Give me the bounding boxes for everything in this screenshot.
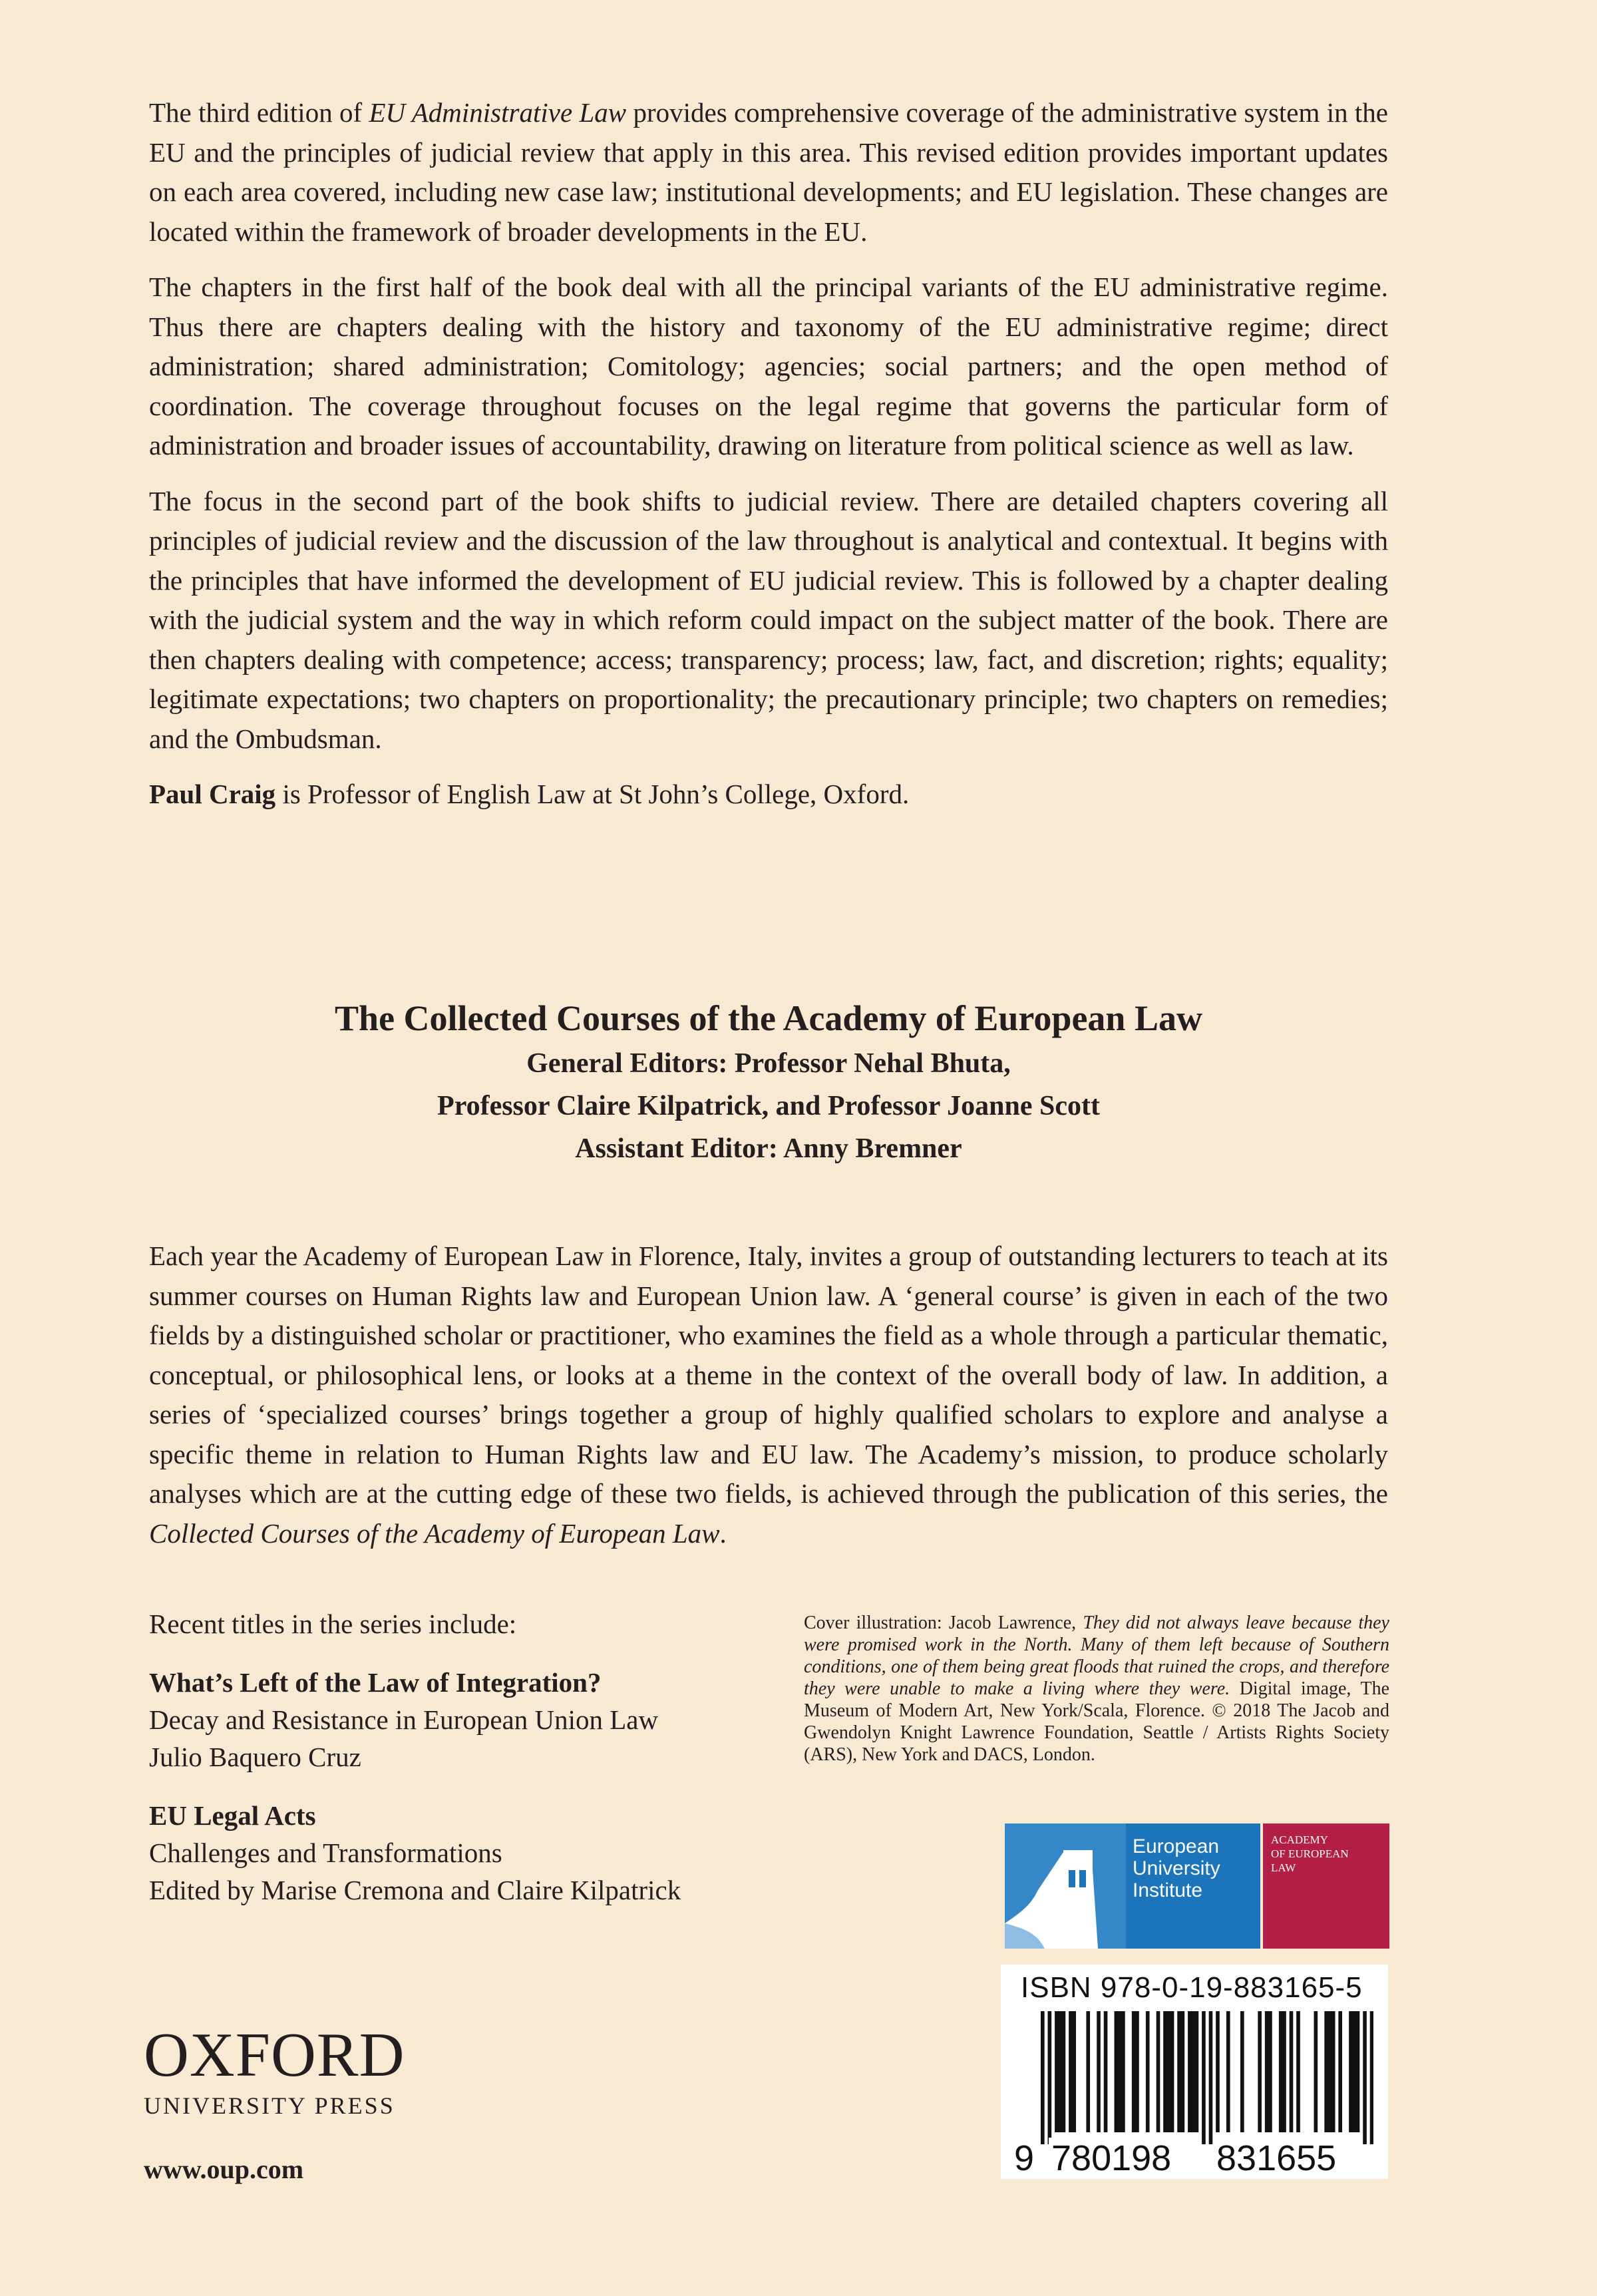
barcode-bar [1195, 2011, 1199, 2132]
barcode-bar [1265, 2011, 1269, 2132]
barcode-bar [1115, 2011, 1119, 2132]
barcode-bar [1258, 2011, 1262, 2132]
assistant-editor: Assistant Editor: Anny Bremner [575, 1133, 962, 1164]
barcode-bar [1121, 2011, 1125, 2132]
oxford-logo [144, 2020, 405, 2120]
barcode-bar [1132, 2011, 1136, 2132]
barcode-digits [1001, 2138, 1388, 2178]
book1-subtitle: Decay and Resistance in European Union Law [149, 1704, 659, 1735]
barcode-bar [1352, 2011, 1356, 2132]
barcode-bar [1216, 2011, 1220, 2132]
barcode-left-digits: 780198 [1049, 2138, 1174, 2179]
institution-logos [1005, 1823, 1389, 1949]
barcode-bar [1188, 2011, 1192, 2132]
barcode-bar [1314, 2011, 1318, 2132]
publisher-url: www.oup.com [144, 2154, 304, 2184]
barcode-right-digits: 831655 [1214, 2138, 1339, 2179]
recent-titles-heading: Recent titles in the series include: [149, 1609, 517, 1639]
barcode-bar [1328, 2011, 1332, 2132]
series-paragraph: Each year the Academy of European Law in Florence, Italy, invites a group of outstanding lecturers to teach at its summer courses on Human Rights law and European Union law. A ‘general course’ is given in each of the two fields by a distinguished scholar or practitioner, who examines the field as a whole through a particular thematic, conceptual, or philosophical lens, or looks at a theme in the context of the overall body of law. In addition, a series of ‘specialized courses’ brings together a group of highly qualified scholars to explore and analyse a specific theme in relation to Human Rights law and EU law. The Academy’s mission, to produce scholarly analyses which are at the cutting edge of these two fields, is achieved through the publication of this series, the Collected Courses of the Academy of European Law. [149, 1241, 1388, 1549]
barcode-bar [1331, 2011, 1335, 2132]
barcode-bar [1118, 2011, 1122, 2132]
book2-subtitle: Challenges and Transformations [149, 1837, 502, 1868]
artwork-title: They did not always leave because they were promised work in the North. Many of them left because of Southern conditions, one of them being great floods that ruined the crops, and therefore they were unable to make a living where they were. [804, 1613, 1389, 1699]
barcode-bar [1104, 2011, 1108, 2132]
barcode-bar [1191, 2011, 1195, 2132]
book1-title: What’s Left of the Law of Integration? [149, 1667, 602, 1698]
barcode-bar [1072, 2011, 1076, 2132]
barcode-bar [1181, 2011, 1185, 2132]
barcode-bar [1069, 2011, 1073, 2132]
barcode-bar [1338, 2011, 1342, 2132]
barcode-bar [1058, 2011, 1062, 2132]
barcode-bar [1356, 2011, 1360, 2132]
book1-author: Julio Baquero Cruz [149, 1742, 361, 1772]
barcode-bar [1048, 2011, 1052, 2144]
description-section [149, 93, 1388, 815]
author-name: Paul Craig [149, 779, 276, 809]
isbn-barcode-block [1001, 1965, 1388, 2179]
barcode-bar [1055, 2011, 1059, 2132]
barcode-icon [1041, 2011, 1373, 2144]
barcode-bar [1177, 2011, 1181, 2132]
barcode-bar [1209, 2011, 1213, 2144]
barcode-bar [1166, 2011, 1170, 2132]
barcode-bar [1086, 2011, 1090, 2132]
book-title: EU Administrative Law [369, 97, 627, 128]
barcode-bar [1240, 2011, 1244, 2132]
book2-author: Edited by Marise Cremona and Claire Kilpatrick [149, 1875, 681, 1905]
eui-logo [1005, 1823, 1260, 1949]
barcode-lead-digit: 9 [1011, 2138, 1037, 2179]
barcode-bar [1097, 2011, 1101, 2132]
barcode-bar [1349, 2011, 1353, 2132]
general-editors-line-1: General Editors: Professor Nehal Bhuta, [526, 1048, 1011, 1079]
barcode-bar [1226, 2011, 1230, 2132]
book2-title: EU Legal Acts [149, 1800, 316, 1831]
series-title: The Collected Courses of the Academy of European Law [335, 998, 1202, 1038]
eui-wordmark: European University Institute [1133, 1835, 1220, 1901]
isbn-number: ISBN 978-0-19-883165-5 [1021, 1971, 1363, 2004]
series-header [149, 994, 1388, 1170]
academy-logo: ACADEMY OF EUROPEAN LAW [1263, 1823, 1389, 1949]
series-name-italic: Collected Courses of the Academy of European Law [149, 1517, 720, 1549]
intro-paragraph-1: The third edition of EU Administrative Law provides comprehensive coverage of the administrative system in the EU and the principles of judicial review that apply in this area. This revised edition provides important updates on each area covered, including new case law; institutional developments; and EU legislation. These changes are located within the framework of broader developments in the EU. [149, 97, 1388, 247]
intro-paragraph-3: The focus in the second part of the book shifts to judicial review. There are detailed chapters covering all principles of judicial review and the discussion of the law throughout is analytical and contextual. It begins with the principles that have informed the development of EU judicial review. This is followed by a chapter dealing with the judicial system and the way in which reform could impact on the subject matter of the book. There are then chapters dealing with competence; access; transparency; process; law, fact, and discretion; rights; equality; legitimate expectations; two chapters on proportionality; the precautionary principle; two chapters on remedies; and the Ombudsman. [149, 485, 1388, 754]
intro-paragraph-2: The chapters in the first half of the book deal with all the principal variants of the EU administrative regime. Thus there are chapters dealing with the history and taxonomy of the EU administrative regime; direct administration; shared administration; Comitology; agencies; social partners; and the open method of coordination. The coverage throughout focuses on the legal regime that governs the particular form of administration and broader issues of accountability, drawing on literature from political science as well as law. [149, 272, 1388, 461]
oxford-wordmark: OXFORD [144, 2020, 405, 2090]
barcode-bar [1170, 2011, 1174, 2132]
barcode-bar [1370, 2011, 1373, 2144]
barcode-bar [1290, 2011, 1294, 2132]
barcode-bar [1279, 2011, 1283, 2132]
general-editors-line-2: Professor Claire Kilpatrick, and Professor Joanne Scott [437, 1091, 1100, 1121]
eui-building-icon [1005, 1823, 1126, 1949]
barcode-bar [1156, 2011, 1160, 2132]
series-description [149, 1237, 1388, 1569]
barcode-bar [1163, 2011, 1167, 2132]
barcode-bar [1146, 2011, 1150, 2132]
recent-titles [149, 1605, 814, 1909]
barcode-bar [1135, 2011, 1139, 2132]
author-bio: Paul Craig is Professor of English Law at St John’s College, Oxford. [149, 779, 910, 809]
barcode-bar [1041, 2011, 1045, 2144]
barcode-bar [1062, 2011, 1066, 2132]
barcode-bar [1202, 2011, 1206, 2144]
cover-illustration-credit: Cover illustration: Jacob Lawrence, They did not always leave because they were promised work in the North. Many of them left because of Southern conditions, one of them being great floods that ruined the crops, and therefore they were unable to make a living where they were. Digital image, The Museum of Modern Art, New York/Scala, Florence. © 2018 The Jacob and Gwendolyn Knight Lawrence Foundation, Seattle / Artists Rights Society (ARS), New York and DACS, London. [804, 1613, 1389, 1765]
barcode-bar [1268, 2011, 1272, 2132]
barcode-bar [1324, 2011, 1328, 2132]
barcode-bar [1296, 2011, 1300, 2132]
oxford-subline: UNIVERSITY PRESS [144, 2092, 395, 2119]
barcode-bar [1363, 2011, 1367, 2144]
barcode-bar [1282, 2011, 1286, 2132]
